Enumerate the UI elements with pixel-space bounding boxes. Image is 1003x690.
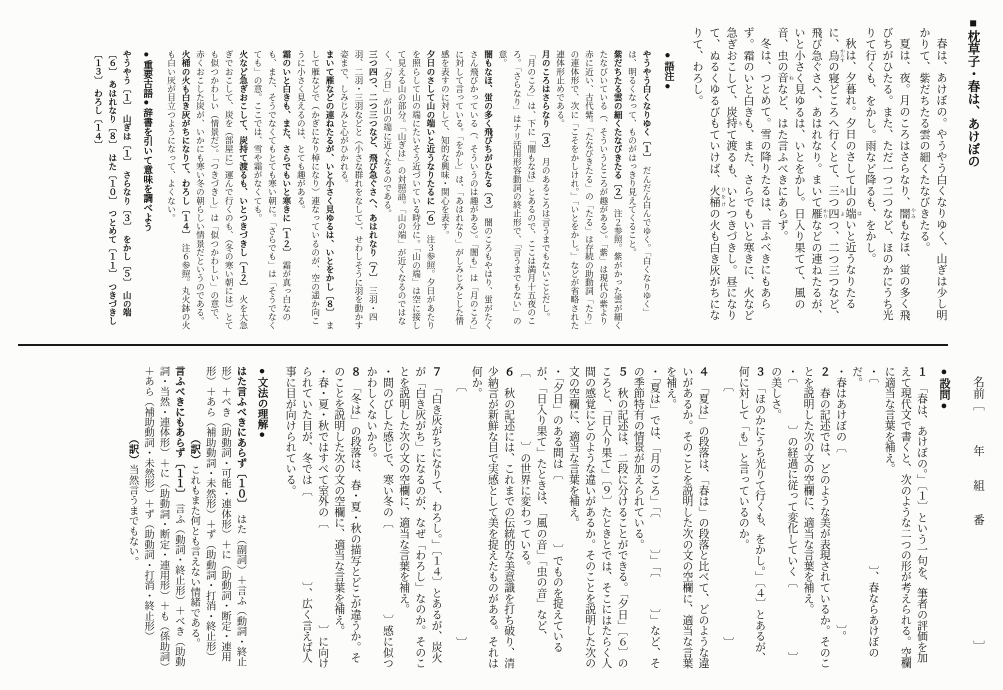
main-paragraph: 秋は、夕暮れ。夕日のさして山の端 はいと近うなりたるに、烏 からすの寝どころへ行くとて、三 みつ四 よつ、二つ三つなど、飛び急ぐさへ、あはれなり。まいて雁 かりなどの連ねたるが、いと小さく見ゆるは、いとをかし。日入り果てて、風の音、虫の音 ねなど、はた言ふべきにあらず。 (776, 27, 861, 321)
entry-headword: （訳） (188, 434, 200, 465)
grammar-section (124, 366, 270, 672)
note-entry: 火など急ぎおこして、炭持て渡るも、いとつきづきし〔１２〕 火を大急ぎでおこして、炭を（部屋に）運んで行くのも、（冬の寒い朝には）とても似つかわしい（情景だ）。「つきづきし」は「似つかわしい」の意で、赤くおこした炭が、いかにも寒い冬の朝らしい情景だというのである。 (195, 50, 249, 330)
note-entry: 闇もなほ、蛍の多く飛びちがひたる〔３〕 闇のころもやはり、蛍がたくさん飛びかっている（、そういうのは趣がある）。「闇も」は「月のころ」に対して言っている。「をかし」は、「あはれなり」がしみじみとした情感を表すのに対して、知的な興味・関心を表す。 (440, 50, 494, 330)
note-entry: 夕日のさして山の端いと近うなりたるに〔６〕 注３参照。夕日があたりを照らして山の端にたいそう近づいている時分に。「山の端」は空に接して見える山の部分。「山ぎは」の対照語。「山の端」が近くなるのではなく、「夕日」が山の端に近くなるのである。 (382, 50, 436, 330)
question-text: ７ 「白き灰がちになりて、わろし。」〔１４〕とあるが、炭火が「白き灰がち」になるのが、なぜ「わろし」なのか。そのことを説明した次の文の空欄に、適当な言葉を補え。 (398, 366, 443, 669)
grammar-translation: （訳）これもまた何とも言えない情緒である。 (188, 434, 200, 649)
question-fill-in-line[interactable]: ・「夕日」のある間は〔 〕でものを捉えているが、「日入り果て」たときは、「風の音」「虫の音」など、〔 〕の世界に変わっている。 (519, 366, 564, 653)
key-words-section (91, 50, 154, 332)
questions-header: ●設問● (938, 366, 950, 412)
entry-headword: 三つ四つ、二つ三つなど、飛び急ぐさへ、あはれなり〔７〕 (368, 50, 379, 278)
grammar-header: ●文法の理解● (256, 366, 268, 441)
note-entry: まいて雁などの連ねたるが、いと小さく見ゆるは、いとをかし〔８〕 まして雁などで（かぎになり棹になり）連なっているのが、空の遥か向こうに小さく見えるのは、とても趣がある。 (296, 50, 336, 330)
question-number: ３ (753, 366, 766, 377)
bracket-close: 〕 (454, 636, 467, 648)
question-number: ２ (818, 366, 831, 377)
entry-headword: はた言ふべきにあらず〔１０〕 (234, 366, 246, 504)
entry-headword: 紫だちたる雲の細くたなびきたる〔２〕 (613, 50, 624, 201)
question-fill-in-line[interactable]: ・間のびした感じで、寒い冬の〔 〕感に似つかわしくないから。 (365, 366, 394, 669)
question-fill-in-line[interactable]: ・春・夏・秋ではすべて室外の〔 〕に向けられていた目が、冬では〔 〕、広く言えば人事に目が向けられている。 (284, 366, 330, 669)
entry-headword: 闇もなほ、蛍の多く飛びちがひたる〔３〕 (483, 50, 494, 210)
grammar-entry: はた言ふべきにあらず〔１０〕 はた（副詞）＋言ふ（動詞・終止形）＋べき（助動詞・可能・連体形）＋に（助動詞・断定・連用形）＋あら（補助動詞・未然形）＋ず（助動詞・打消・終止形） (203, 366, 246, 667)
exercise-panel (9, 358, 989, 680)
document-title: ■枕草子・春は、あけぼの (966, 16, 980, 168)
notes-section (164, 50, 676, 332)
entry-headword: 火など急ぎおこして、炭持て渡るも、いとつきづきし〔１２〕 (238, 50, 249, 287)
note-entry: 月のころはさらなり〔３〕 月のあるころは言うまでもないことだし。「月のころ」は、下に「闇もなほ」とあるので、ここは満月十五夜のころ。「さらなり」はナリ活用形容動詞の終止形で、「言うまでもない」の意。 (497, 50, 552, 326)
bracket-close: 〕 (721, 636, 734, 648)
question-fill-in-line[interactable]: ・春はあけぼの〔 〕。 (834, 366, 847, 642)
grammar-entry: 言ふべきにもあらず〔１１〕 言ふ（動詞・終止形）＋べき（助動詞・当然・連体形）＋に（助動詞・断定・連用形）＋も（係助詞）＋あら（補助動詞・未然形）＋ず（助動詞・打消・終止形） (142, 366, 184, 672)
entry-headword: 言ふべきにもあらず〔１１〕 (172, 366, 184, 494)
question-number: ５ (616, 366, 629, 377)
question-number: ４ (697, 366, 710, 377)
reading-panel (9, 14, 989, 336)
entry-headword: 火桶の火も白き灰がちになりて、わろし〔１４〕 (181, 50, 191, 235)
main-text-section (688, 14, 985, 328)
question-number: １ (916, 366, 928, 377)
questions-section (282, 366, 953, 672)
key-words-list: やうやう〔１〕 山ぎは〔１〕 さらなり〔３〕 をかし〔５〕 山の端〔６〕 あはれなり〔８〕 はた〔１０〕 つとめて〔１１〕 つきづきし〔１３〕 わろし〔１４〕 (93, 50, 133, 326)
note-entry: やうやう白くなりゆく〔１〕 だんだん白んでゆく。「白くなりゆく」は、明るくなって、ものがはっきり見えてくること。 (627, 50, 652, 317)
entry-headword: 夕日のさして山の端いと近うなりたるに〔６〕 (425, 50, 436, 227)
answer-bracket[interactable] (445, 380, 469, 648)
bracket-open: 〔 (721, 380, 734, 392)
question-text: ５ 秋の記述は、二段に分けることができる。「夕日」〔６〕のころと、「日入り果て」〔９〕たときとでは、そこにはたらく人間の感覚にどのような違いがあるか。そのことを説明した次の文の空欄に、適当な言葉を補え。 (567, 366, 629, 669)
question-text: ３ 「ほのかにうち光りて行くも、をかし。」〔４〕とあるが、何に対して「も」と言っているのか。 (737, 366, 766, 664)
note-entry: 霜のいと白きも、また、さらでもいと寒きに〔１２〕 霜が真っ白なのも、また、そうでなくてもとても寒い朝に。「さらでも」は「そうでなくても」の意。ここでは、雪や霜がなくても。 (253, 50, 292, 330)
question-text: １ 「春は、あけぼの。」〔１〕という一句を、筆者の評価を加えて現代文で書くと、次のような二つの形が考えられる。空欄に適当な言葉を補え。 (883, 366, 928, 669)
note-entry: 紫だちたる雲の細くたなびきたる〔２〕 注２参照。紫がかった雲が細くたなびいている（、そういうところが趣がある）。「紫」は現代の紫より赤に近い、古代紫。「たなびきたる」の「たる」は存続の助動詞「たり」の連体形で、次に「こそをかしけれ。」「いとをかし。」などが省略された連体形止めである。 (555, 50, 624, 330)
question-text: ６ 秋の記述には、これまでの伝統的な美意識を打ち破り、清少納言が新鮮な目で実感として美を捉えたものがある。それは何か。 (470, 366, 516, 669)
grammar-translation: （訳）当然言うまでもない。 (126, 434, 138, 567)
question-text: ２ 春の記述では、どのような美が表現されているか。そのことを説明した次の文の空欄に、適当な言葉を補え。 (802, 366, 831, 669)
entry-headword: 月のころはさらなり〔３〕 (541, 50, 552, 149)
entry-headword: まいて雁などの連ねたるが、いと小さく見ゆるは、いとをかし〔８〕 (325, 50, 336, 313)
entry-headword: やうやう白くなりゆく〔１〕 (642, 50, 652, 158)
section-divider-rule (18, 344, 948, 346)
question-fill-in-line[interactable]: ・「夏は」では、「月のころ」「〔 〕」「〔 〕」など、その季節特有の情景が加えられている。 (632, 366, 661, 669)
question-fill-in-line[interactable]: ・〔 〕、春ならあけぼのだ。 (851, 366, 880, 658)
question-number: ７ (430, 366, 443, 377)
question-fill-in-line[interactable]: ・〔 〕の経過に従って変化していく〔 〕の美しさ。 (770, 366, 799, 663)
question-number: ８ (349, 366, 362, 377)
answer-bracket[interactable] (712, 380, 736, 648)
key-words-header: ●重要古語●辞書を引いて意味を調べよう (141, 50, 152, 232)
entry-headword: （訳） (126, 434, 138, 465)
entry-headword: 霜のいと白きも、また、さらでもいと寒きに〔１２〕 (281, 50, 292, 253)
bracket-open: 〔 (454, 380, 467, 392)
note-entry: 火桶の火も白き灰がちになりて、わろし〔１４〕 注６参照。丸火鉢の火も白い灰が目立つようになって、よくない。 (166, 50, 191, 330)
main-paragraph: 春は、あけぼの。やうやう白くなりゆく、山ぎは少し明かりて、紫だちたる雲の細くたなびきたる。 (918, 27, 947, 321)
main-paragraph: 夏は、夜。月のころはさらなり、闇 やみもなほ、蛍の多く飛びちがひたる。また、ただ一つ二つなど、ほのかにうち光りて行くも、をかし。雨など降るも、をかし。 (864, 27, 915, 321)
question-text: ８ 「冬は」の段落は、春・夏・秋の描写とどこが違うか。そのことを説明した次の文の空欄に、適当な言葉を補え。 (333, 366, 362, 664)
main-paragraph: 冬は、つとめて。雪の降りたるは、言ふべきにもあらず。霜のいと白きも、また、さらでもいと寒きに、火など急ぎおこして、炭持 もて渡るも、いとつきづきし。昼になりて、ぬるくゆるびもていけば、火桶 ひをけの火も白き灰がちになりて、わろし。 (691, 27, 771, 321)
notes-header: ●語注● (662, 50, 673, 92)
question-number: ６ (503, 366, 516, 377)
name-field[interactable]: 名前［ 年 組 番 ］ (972, 376, 984, 652)
note-entry: 三つ四つ、二つ三つなど、飛び急ぐさへ、あはれなり〔７〕 三羽・四羽、二羽・三羽などと（小さな群れをなして）、せわしそうに羽を動かす姿まで、しみじみと心がひかれる。 (339, 50, 379, 330)
question-text: ４ 「夏は」の段落は、「春は」の段落と比べて、どのような違いがあるか。そのことを説明した次の文の空欄に、適当な言葉を補え。 (665, 366, 710, 669)
